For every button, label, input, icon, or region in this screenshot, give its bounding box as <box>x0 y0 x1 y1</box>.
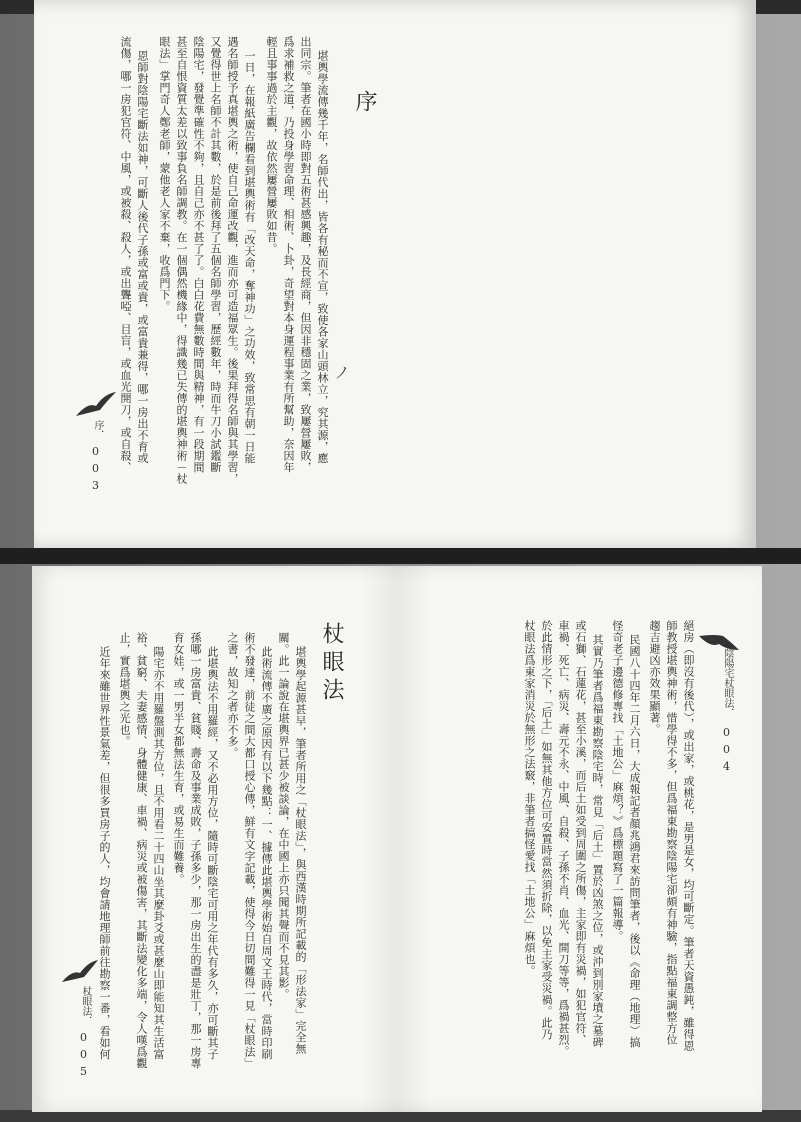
chapter-title: 杖眼法 <box>319 622 344 706</box>
text-column: 近年來雖世界性景氣差，但很多買房子的人，均會請地理師前往勘察一番，看如何 <box>98 646 111 1060</box>
text-column: 絕房（即沒有後代），或出家，或桃花，是男是女，均可斷定。筆者天資愚鈍，雖得恩 <box>682 620 695 1052</box>
text-column: 流傷，哪一房犯官符、中風，或被殺、殺人，或出聾啞、目盲，或血光開刀，或自殺、 <box>119 36 132 473</box>
scan-divider <box>0 548 801 564</box>
bird-ornament-icon <box>60 958 100 986</box>
text-column: 爲求補救之道，乃投身學習命理、相術、卜卦，奇望對本身運程事業有所幫助，奈因年 <box>282 36 295 473</box>
text-column: 遇名師授予真堪輿之術，使自己命運改觀，進而亦可造福眾生。後果拜得名師與其學習， <box>226 36 239 485</box>
folio-label: 序． <box>92 420 103 440</box>
text-column: 裕、貧窮、夫妻感情、身體健康、車禍、病災或被傷害，其斷法變化多端，令人嘆爲觀 <box>135 632 148 1069</box>
page-spread <box>32 566 762 1112</box>
text-column: 民國八十四年二月六日，大成報記者顏兆鴻君來訪問筆者，後以《命理（地理）搞 <box>628 634 641 1048</box>
text-column: 其實乃筆者爲福東勘察陰宅時，常見「后土」置於凶煞之位，或沖到別家墳之墓碑 <box>591 634 604 1048</box>
running-header: 陰陽宅杖眼法． <box>722 648 733 718</box>
text-column: 一日，在報紙廣告欄看到堪輿術有「改天命，奪神功」之功效，致常思有朝一日能 <box>243 50 256 464</box>
bird-ornament-icon <box>74 390 118 420</box>
text-column: 止，實爲堪輿之光也。 <box>118 632 131 747</box>
page-number: 003 <box>89 445 102 496</box>
text-column: 甚至自恨資質太差以致事負名師調教。在一個偶然機緣中，得識幾已失傳的堪輿神術－杖 <box>175 36 188 485</box>
page-preface <box>34 0 756 548</box>
text-column: 育女娃，或一男半女都無法生育，或易生而難養。 <box>172 632 185 885</box>
text-column: 又覺得世上名師不計其數，於是前後拜了五個名師學習，歷經數年，時而牛刀小試鑑斷 <box>209 36 222 473</box>
text-column: 此堪輿法不用羅經，又不必用方位，隨時可斷陰宅可用之年代有多久，亦可斷其子 <box>206 646 219 1060</box>
text-column: 孫哪一房富貴、貧賤、壽命及事業成敗，子孫多少，那一房出生的盡是壯丁，那一房專 <box>189 632 202 1069</box>
text-column: 出同宗。筆者在國小時即對五術甚感興趣，及長經商，但因非穩固之業，致屢營屢敗， <box>299 36 312 473</box>
page-number: 004 <box>720 726 733 777</box>
text-column: 車禍、死亡、病災、壽元不永、中風、自殺、子孫不肖、血光、開刀等等，爲禍甚烈。 <box>557 620 570 1057</box>
page-number: 005 <box>77 1031 90 1082</box>
text-column: 之書，故知之者亦不多。 <box>226 632 239 759</box>
text-column: 輕且事事過於主觀，故依然屢營屢敗如昔。 <box>265 36 278 255</box>
text-column: 怪奇老子邊德修專找「土地公」麻煩？》爲標題寫了一篇報導。 <box>611 620 624 942</box>
stray-mark: ノ <box>334 363 351 382</box>
text-column: 此術流傳不廣之原因有以下幾點：一、據傳此堪輿學術始自周文王時代，當時印刷 <box>260 646 273 1060</box>
page-title: 序 <box>352 90 377 112</box>
text-column: 堪輿學流傳幾千年，名師代出，皆各有秘而不宣，致使各家山頭林立，究其源，應 <box>316 50 329 464</box>
text-column: 杖眼法爲東家消災於無形之法竅，非筆者搞怪愛找「土地公」麻煩也。 <box>523 620 536 977</box>
text-column: 術不發達，前徒之間大都口授心傳，鮮有文字記載，使得今日切間難得一見「杖眼法」 <box>243 632 256 1069</box>
text-column: 於此情形之下，「后土」如無其他方位可安置時當然須折除，以免主家受災禍。此乃 <box>540 620 553 1040</box>
text-column: 趨吉避凶亦效果顯著。 <box>648 620 661 735</box>
text-column: 關。此一論說在堪輿界已甚少被談論，在中國上亦只聞其聲而不見其影。 <box>277 632 290 1000</box>
book-gutter <box>362 566 432 1112</box>
text-column: 陽宅亦不用羅盤測其方位，且不用看二十四山坐其麼卦爻或甚麼山即能知其生活富 <box>152 646 165 1060</box>
text-column: 恩師對陰陽宅斷法如神，可斷人後代子孫或富或貴，或富貴兼得，哪一房出不育或 <box>136 50 149 464</box>
text-column: 陰陽宅，發覺準確性不夠，且自己亦不甚了了。白白花費無數時間與精神，有一段期間 <box>192 36 205 473</box>
text-column: 堪輿學起源甚早，筆者所用之「杖眼法」，與西漢時期所記載的「形法家」完全無 <box>294 646 307 1055</box>
text-column: 或石獅、石蓮花，甚至小溪，而后土如受到周圍之所傷，主家即有災禍，如犯官符、 <box>574 620 587 1046</box>
text-column: 眼法」掌門奇人鄭老師，蒙他老人家不棄，收爲門下。 <box>158 36 171 312</box>
text-column: 師教授堪輿神術，惜學得不多，但爲福東勘察陰陽宅卻頗有神驗，指點福東調整方位 <box>665 620 678 1046</box>
folio-label: 杖眼法． <box>80 986 91 1026</box>
